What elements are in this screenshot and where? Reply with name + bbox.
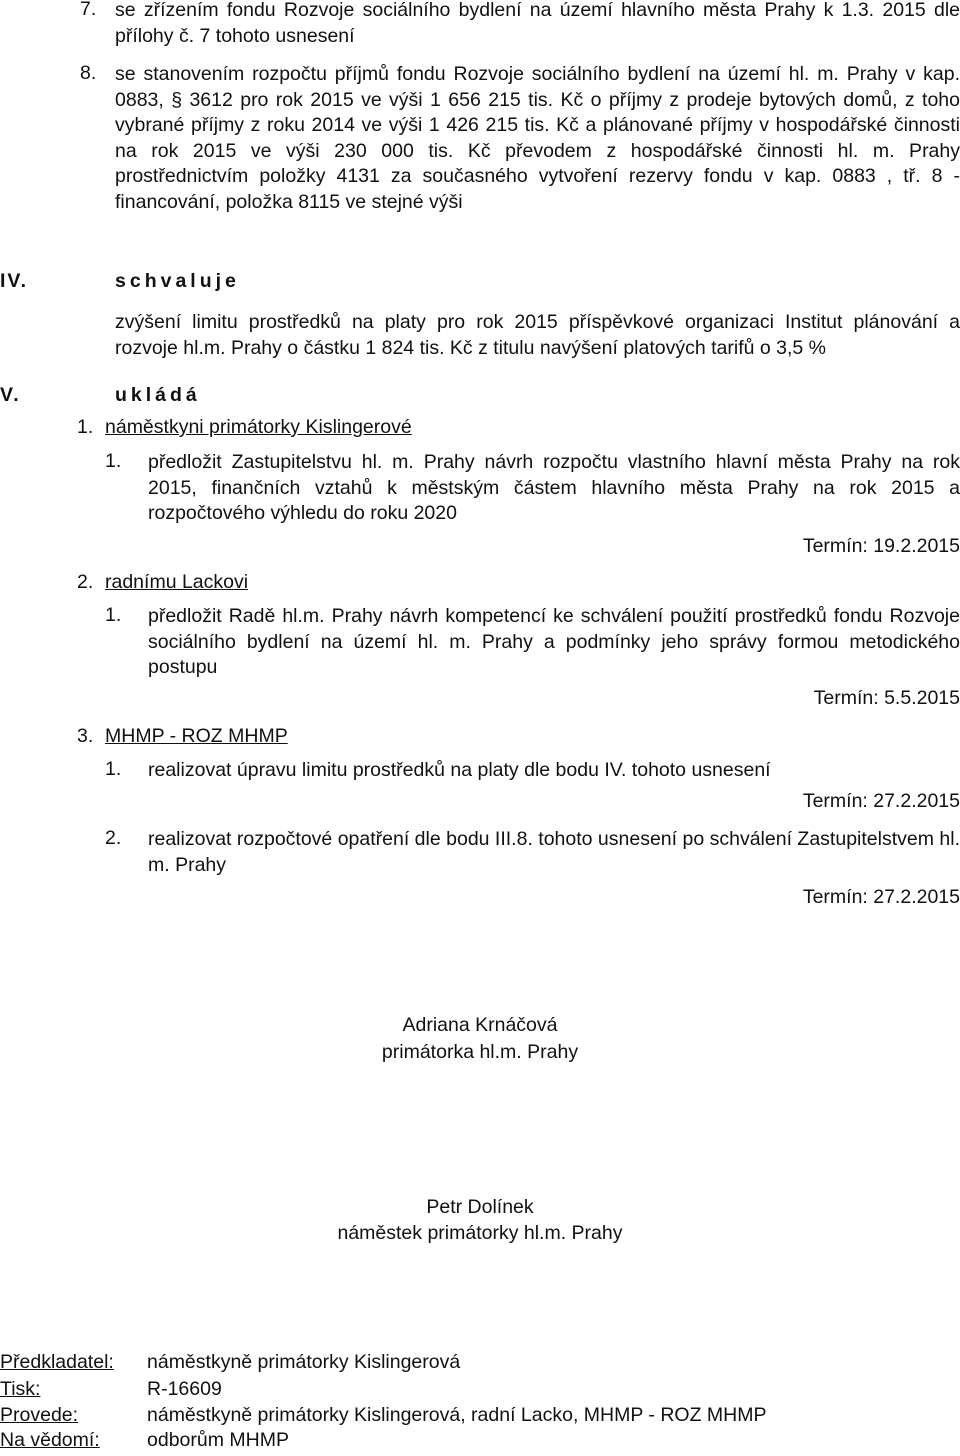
- section-iv-numeral: IV.: [0, 270, 29, 292]
- footer-label-predkladatel: Předkladatel:: [0, 1351, 114, 1373]
- task-number-3-2: 2.: [105, 827, 122, 849]
- item-text-7: se zřízením fondu Rozvoje sociálního bydlení na území hlavního města Prahy k 1.3. 2015 dle přílohy č. 7 tohoto usnesení: [115, 0, 960, 47]
- footer-label-tisk: Tisk:: [0, 1378, 41, 1400]
- task-text-2-1: předložit Radě hl.m. Prahy návrh kompetencí ke schválení použití prostředků fondu Rozvoje sociálního bydlení na území hl. m. Prahy a podmínky jeho správy formou metodického postupu: [148, 605, 960, 678]
- addressee-1: náměstkyni primátorky Kislingerové: [105, 416, 412, 438]
- section-v-verb: ukládá: [115, 384, 201, 406]
- footer-value-provede: náměstkyně primátorky Kislingerová, radní Lacko, MHMP - ROZ MHMP: [147, 1404, 767, 1426]
- addressee-number-3: 3.: [77, 725, 94, 747]
- task-number-2-1: 1.: [105, 604, 122, 626]
- signature-name-2: Petr Dolínek: [426, 1196, 534, 1218]
- addressee-number-2: 2.: [77, 571, 94, 593]
- addressee-3: MHMP - ROZ MHMP: [105, 725, 288, 747]
- footer-value-tisk: R-16609: [147, 1378, 222, 1400]
- section-iv-verb: schvaluje: [115, 270, 240, 292]
- task-text-3-1: realizovat úpravu limitu prostředků na platy dle bodu IV. tohoto usnesení: [148, 759, 771, 781]
- deadline-1-1: Termín: 19.2.2015: [802, 535, 960, 557]
- section-iv-text: zvýšení limitu prostředků na platy pro rok 2015 příspěvkové organizaci Institut plánování a rozvoje hl.m. Prahy o částku 1 824 tis. Kč z titulu navýšení platových tarifů o 3,5 %: [115, 311, 960, 359]
- signature-name-1: Adriana Krnáčová: [402, 1014, 558, 1036]
- footer-label-provede: Provede:: [0, 1404, 79, 1426]
- item-number-7: 7.: [80, 0, 97, 20]
- deadline-3-1: Termín: 27.2.2015: [802, 790, 960, 812]
- task-text-1-1: předložit Zastupitelstvu hl. m. Prahy návrh rozpočtu vlastního hlavní města Prahy na rok 2015, finančních vztahů k městským částem hlavního města Prahy na rok 2015 a rozpočtového výhledu do roku 2020: [148, 451, 960, 524]
- deadline-2-1: Termín: 5.5.2015: [813, 687, 960, 709]
- addressee-2: radnímu Lackovi: [105, 571, 249, 593]
- footer-value-na-vedomi: odborům MHMP: [147, 1429, 289, 1451]
- footer-value-predkladatel: náměstkyně primátorky Kislingerová: [147, 1351, 461, 1373]
- task-number-3-1: 1.: [105, 758, 122, 780]
- item-text-8: se stanovením rozpočtu příjmů fondu Rozvoje sociálního bydlení na území hl. m. Prahy v kap. 0883, § 3612 pro rok 2015 ve výši 1 656 215 tis. Kč o příjmy z prodeje bytových domů, z toho vybrané příjmy z roku 2014 ve výši 1 426 215 tis. Kč a plánované příjmy v hospodářské činnosti na rok 2015 ve výši 230 000 tis. Kč převodem z hospodářské činnosti hl. m. Prahy prostřednictvím položky 4131 za současného vytvoření rezervy fondu v kap. 0883 , tř. 8 - financování, položka 8115 ve stejné výši: [115, 63, 960, 213]
- addressee-number-1: 1.: [77, 416, 94, 438]
- signature-title-2: náměstek primátorky hl.m. Prahy: [337, 1222, 623, 1244]
- footer-label-na-vedomi: Na vědomí:: [0, 1429, 100, 1451]
- task-text-3-2: realizovat rozpočtové opatření dle bodu III.8. tohoto usnesení po schválení Zastupitelstvem hl. m. Prahy: [148, 828, 960, 876]
- task-number-1-1: 1.: [105, 450, 122, 472]
- deadline-3-2: Termín: 27.2.2015: [802, 886, 960, 908]
- section-v-numeral: V.: [0, 384, 21, 406]
- signature-title-1: primátorka hl.m. Prahy: [381, 1041, 579, 1063]
- item-number-8: 8.: [80, 62, 97, 84]
